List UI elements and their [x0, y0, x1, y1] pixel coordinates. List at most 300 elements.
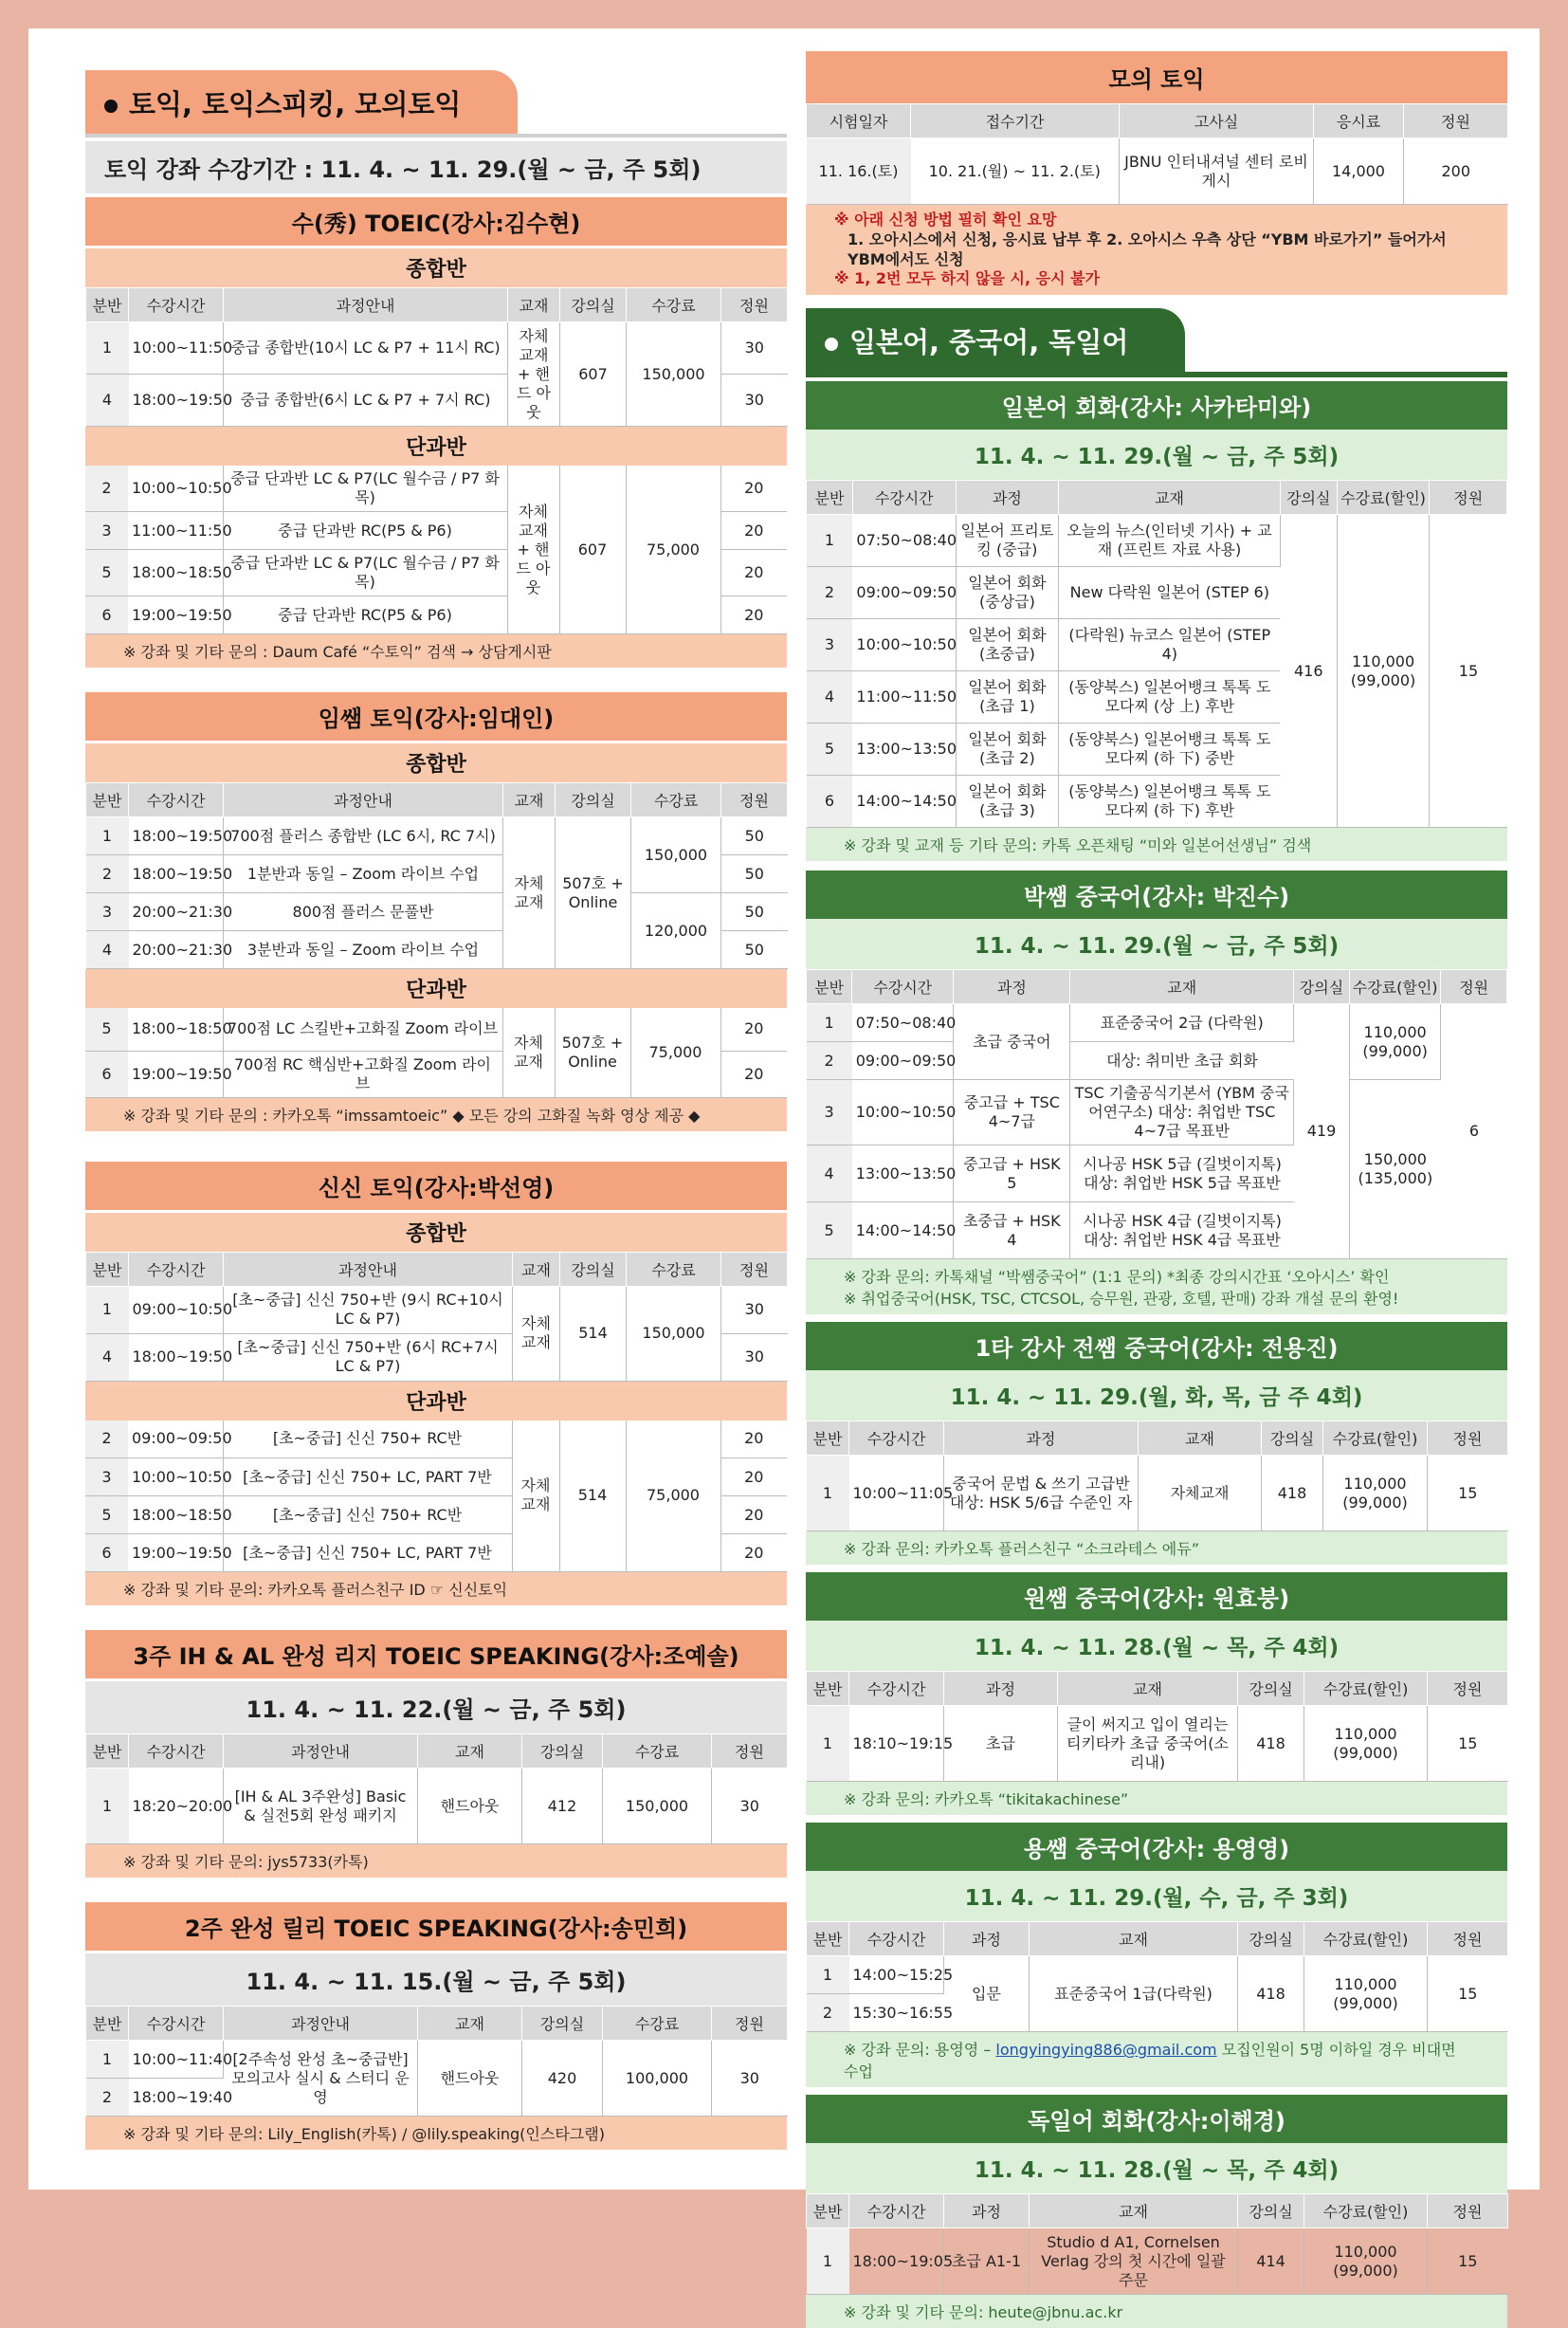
column-header: 수강료(할인) — [1349, 970, 1440, 1004]
course-note — [806, 2032, 1507, 2087]
table-header-row — [86, 1252, 788, 1286]
cell: 09:00~09:50 — [852, 567, 956, 619]
cell: 13:00~13:50 — [852, 724, 956, 776]
subheading: 종합반 — [85, 1213, 787, 1252]
cell: 2 — [807, 1042, 852, 1080]
cell: 1 — [807, 515, 853, 567]
cell: 1 — [86, 817, 129, 855]
column-header: 분반 — [807, 1672, 849, 1706]
cell: 30 — [712, 1769, 788, 1844]
cell: 1 — [86, 1769, 129, 1844]
column-header: 과정안내 — [224, 783, 503, 817]
column-header: 정원 — [1441, 970, 1507, 1004]
cell: 5 — [85, 1008, 128, 1051]
table-row — [86, 1286, 788, 1333]
schedule-table — [806, 1671, 1508, 1782]
cell: 1 — [807, 1706, 849, 1782]
table-row — [86, 817, 788, 855]
column-header: 수강시간 — [849, 1421, 944, 1456]
cell: 607 — [560, 322, 627, 427]
cell: 09:00~09:50 — [852, 1042, 954, 1080]
cell: 14:00~14:50 — [852, 1202, 954, 1259]
course-im-toeic — [85, 692, 787, 1131]
cell: JBNU 인터내셔널 센터 로비 게시 — [1120, 138, 1314, 205]
course-note: ※ 강좌 문의: 카카오톡 “tikitakachinese” — [806, 1782, 1507, 1815]
table-row — [86, 2041, 788, 2079]
cell: 초중급 + HSK 4 — [954, 1202, 1070, 1259]
column-header: 분반 — [807, 481, 853, 515]
cell: 110,000 (99,000) — [1304, 1706, 1428, 1782]
cell: 중급 종합반(10시 LC & P7 + 11시 RC) — [224, 322, 508, 375]
cell: 일본어 회화 (중상급) — [956, 567, 1059, 619]
cell: 핸드아웃 — [418, 2041, 522, 2117]
cell: 6 — [1441, 1004, 1507, 1259]
divider — [806, 372, 1507, 377]
cell: 5 — [807, 724, 853, 776]
column-header: 정원 — [712, 1734, 788, 1769]
table-header-row — [86, 288, 788, 322]
note-line: ※ 취업중국어(HSK, TSC, CTCSOL, 승무원, 관광, 호텔, 판매) 강좌 개설 문의 환영! — [844, 1290, 1399, 1309]
cell: 414 — [1238, 2228, 1304, 2295]
schedule-table — [85, 1252, 788, 1382]
schedule-table — [85, 287, 788, 427]
column-header: 과정안내 — [224, 288, 508, 322]
cell: 2 — [85, 1421, 128, 1458]
course-won-chinese — [806, 1572, 1507, 1815]
cell: 11. 16.(토) — [807, 138, 911, 205]
cell: 자체 교재 — [512, 1421, 559, 1572]
cell: 18:00~19:50 — [129, 817, 224, 855]
mock-note — [806, 205, 1507, 295]
cell: 18:00~18:50 — [128, 550, 223, 596]
course-title: 원쌤 중국어(강사: 원효붕) — [806, 1572, 1507, 1621]
toeic-period: 토익 강좌 수강기간 : 11. 4. ~ 11. 29.(월 ~ 금, 주 5회) — [85, 141, 787, 193]
cell: 11:00~11:50 — [852, 671, 956, 724]
schedule-table — [85, 466, 787, 634]
cell: [초~중급] 신신 750+ RC반 — [223, 1421, 512, 1458]
cell: 3분반과 동일 – Zoom 라이브 수업 — [224, 931, 503, 969]
cell: 초급 A1-1 — [944, 2228, 1030, 2295]
table-row — [86, 893, 788, 931]
course-period: 11. 4. ~ 11. 29.(월 ~ 금, 주 5회) — [806, 919, 1507, 969]
column-header: 수강시간 — [852, 481, 956, 515]
cell: 150,000 — [631, 817, 721, 893]
cell: 중국어 문법 & 쓰기 고급반 대상: HSK 5/6급 수준인 자 — [944, 1456, 1139, 1531]
cell — [1070, 1202, 1294, 1259]
course-period: 11. 4. ~ 11. 29.(월 ~ 금, 주 5회) — [806, 430, 1507, 480]
column-header: 정원 — [721, 783, 788, 817]
column-header: 분반 — [86, 783, 129, 817]
column-header: 수강료(할인) — [1304, 1922, 1428, 1956]
schedule-table — [85, 2006, 788, 2117]
cell: 14:00~15:25 — [849, 1956, 944, 1994]
book-line: 대상: 취업반 HSK 5급 목표반 — [1084, 1173, 1281, 1192]
cell: 14:00~14:50 — [852, 776, 956, 828]
course-note: ※ 강좌 및 기타 문의: 카카오톡 플러스친구 ID ☞ 신신토익 — [85, 1572, 787, 1605]
book-line: 시나공 HSK 4급 (길벗이지톡) — [1083, 1211, 1282, 1230]
cell: 중고급 + TSC 4~7급 — [954, 1080, 1070, 1146]
cell — [1070, 1146, 1294, 1202]
cell: 07:50~08:40 — [852, 1004, 954, 1042]
cell: 09:00~09:50 — [128, 1421, 223, 1458]
section-header-languages — [806, 308, 1185, 372]
column-header: 교재 — [513, 1252, 560, 1286]
subheading: 단과반 — [85, 1382, 787, 1421]
table-row — [807, 2228, 1508, 2295]
brochure-page — [28, 28, 1540, 2322]
cell: 일본어 프리토킹 (중급) — [956, 515, 1059, 567]
column-header: 고사실 — [1120, 104, 1314, 138]
cell: 4 — [807, 1146, 852, 1202]
right-column — [806, 51, 1507, 2328]
table-row — [86, 1769, 788, 1844]
cell: 15 — [1428, 2228, 1508, 2295]
column-header: 분반 — [86, 1734, 129, 1769]
column-header: 강의실 — [560, 1252, 627, 1286]
cell: 1 — [807, 1956, 849, 1994]
cell: [초~중급] 신신 750+ LC, PART 7반 — [223, 1458, 512, 1496]
schedule-table — [806, 2193, 1508, 2295]
column-header: 교재 — [1070, 970, 1294, 1004]
cell: 15 — [1430, 515, 1507, 828]
column-header: 수강료 — [603, 2007, 712, 2041]
cell: 150,000 — [627, 322, 721, 427]
cell: 514 — [560, 1286, 627, 1381]
schedule-table — [806, 480, 1507, 828]
course-note — [806, 1259, 1507, 1314]
cell: 800점 플러스 문풀반 — [224, 893, 503, 931]
table-row — [807, 1956, 1508, 1994]
cell: 07:50~08:40 — [852, 515, 956, 567]
cell: (다락원) 뉴코스 일본어 (STEP 4) — [1059, 619, 1281, 671]
course-title: 2주 완성 릴리 TOEIC SPEAKING(강사:송민희) — [85, 1902, 787, 1951]
cell: 18:00~19:40 — [129, 2079, 224, 2117]
column-header: 수강료 — [627, 1252, 721, 1286]
cell: 19:00~19:50 — [128, 1534, 223, 1572]
subheading: 단과반 — [85, 427, 787, 466]
cell: 15:30~16:55 — [849, 1994, 944, 2032]
column-header: 수강시간 — [849, 1922, 944, 1956]
column-header: 수강료(할인) — [1304, 1672, 1428, 1706]
cell: 1 — [86, 322, 129, 375]
column-header: 교재 — [418, 2007, 522, 2041]
table-row — [807, 1080, 1507, 1146]
cell: 100,000 — [603, 2041, 712, 2117]
column-header: 과정 — [944, 2194, 1030, 2228]
course-title: 일본어 회화(강사: 사카타미와) — [806, 381, 1507, 430]
cell: 20:00~21:30 — [129, 893, 224, 931]
course-note: ※ 강좌 문의: 카카오톡 플러스친구 “소크라테스 에듀” — [806, 1531, 1507, 1565]
cell: 대상: 취미반 초급 회화 — [1070, 1042, 1294, 1080]
cell: 3 — [85, 1458, 128, 1496]
cell: 15 — [1428, 1956, 1508, 2032]
table-row — [807, 1706, 1508, 1782]
course-japanese — [806, 381, 1507, 861]
cell: (동양북스) 일본어뱅크 톡톡 도모다찌 (상 上) 후반 — [1059, 671, 1281, 724]
table-row — [807, 1004, 1507, 1042]
cell: 핸드아웃 — [418, 1769, 522, 1844]
course-yong-chinese — [806, 1823, 1507, 2087]
column-header: 과정 — [944, 1421, 1139, 1456]
cell: 자체 교재 — [503, 817, 556, 969]
column-header: 과정 — [956, 481, 1059, 515]
cell: 1 — [807, 2228, 849, 2295]
cell: 18:00~19:50 — [129, 1333, 224, 1381]
column-header: 수강료 — [631, 783, 721, 817]
column-header: 교재 — [1139, 1421, 1262, 1456]
cell: 1분반과 동일 – Zoom 라이브 수업 — [224, 855, 503, 893]
cell: 507호 + Online — [556, 817, 631, 969]
column-header: 수강료 — [603, 1734, 712, 1769]
cell: 110,000 (99,000) — [1304, 2228, 1428, 2295]
cell: 20 — [720, 466, 787, 512]
cell: 418 — [1238, 1706, 1304, 1782]
cell: 75,000 — [626, 466, 720, 634]
course-title: 박쌤 중국어(강사: 박진수) — [806, 871, 1507, 919]
note-line: ※ 아래 신청 방법 필히 확인 요망 — [834, 211, 1057, 229]
cell: 4 — [86, 375, 129, 427]
course-period: 11. 4. ~ 11. 28.(월 ~ 목, 주 4회) — [806, 1621, 1507, 1671]
cell: 110,000 (99,000) — [1337, 515, 1430, 828]
table-header-row — [86, 1734, 788, 1769]
course-note: ※ 강좌 및 교재 등 기타 문의: 카톡 오픈채팅 “미와 일본어선생님” 검색 — [806, 828, 1507, 861]
cell: 20 — [720, 1458, 787, 1496]
cell: 자체 교재 — [513, 1286, 560, 1381]
cell: 초급 — [944, 1706, 1058, 1782]
cell: 표준중국어 1급(다락원) — [1030, 1956, 1238, 2032]
schedule-table — [85, 1733, 788, 1844]
schedule-table — [806, 1421, 1508, 1531]
column-header: 수강료(할인) — [1337, 481, 1430, 515]
cell: (동양북스) 일본어뱅크 톡톡 도모다찌 (하 下) 중반 — [1059, 724, 1281, 776]
column-header: 강의실 — [560, 288, 627, 322]
course-title: 모의 토익 — [806, 51, 1507, 103]
cell: [IH & AL 3주완성] Basic & 실전5회 완성 패키지 — [224, 1769, 418, 1844]
cell: 4 — [807, 671, 853, 724]
course-period: 11. 4. ~ 11. 22.(월 ~ 금, 주 5회) — [85, 1681, 787, 1733]
cell: 700점 플러스 종합반 (LC 6시, RC 7시) — [224, 817, 503, 855]
column-header: 강의실 — [522, 2007, 603, 2041]
column-header: 분반 — [86, 1252, 129, 1286]
cell: 자체교재 — [1139, 1456, 1262, 1531]
cell: 607 — [559, 466, 626, 634]
email-link[interactable]: longyingying886@gmail.com — [995, 2041, 1217, 2060]
column-header: 수강시간 — [129, 288, 224, 322]
column-header: 정원 — [1404, 104, 1508, 138]
course-su-toeic — [85, 197, 787, 668]
cell: 412 — [522, 1769, 603, 1844]
column-header: 강의실 — [556, 783, 631, 817]
course-period: 11. 4. ~ 11. 15.(월 ~ 금, 주 5회) — [85, 1953, 787, 2006]
book-line: 시나공 HSK 5급 (길벗이지톡) — [1083, 1154, 1282, 1173]
cell: [초~중급] 신신 750+반 (6시 RC+7시 LC & P7) — [224, 1333, 513, 1381]
column-header: 분반 — [807, 2194, 849, 2228]
cell: 20 — [720, 550, 787, 596]
cell: (동양북스) 일본어뱅크 톡톡 도모다찌 (하 下) 후반 — [1059, 776, 1281, 828]
course-note: ※ 강좌 및 기타 문의: jys5733(카톡) — [85, 1844, 787, 1878]
schedule-table — [806, 1921, 1508, 2032]
table-row — [85, 1008, 787, 1051]
column-header: 분반 — [86, 2007, 129, 2041]
cell: 30 — [721, 322, 788, 375]
course-mock-toeic — [806, 51, 1507, 295]
table-header-row — [807, 481, 1507, 515]
cell: 5 — [807, 1202, 852, 1259]
cell: New 다락원 일본어 (STEP 6) — [1059, 567, 1281, 619]
cell: 20 — [720, 1421, 787, 1458]
cell: 표준중국어 2급 (다락원) — [1070, 1004, 1294, 1042]
cell: 입문 — [944, 1956, 1030, 2032]
column-header: 강의실 — [1238, 1922, 1304, 1956]
schedule-table — [85, 1008, 787, 1098]
cell: Studio d A1, Cornelsen Verlag 강의 첫 시간에 일괄 주문 — [1030, 2228, 1238, 2295]
cell: 30 — [712, 2041, 788, 2117]
book-line: 대상: 취업반 HSK 4급 목표반 — [1084, 1230, 1281, 1249]
cell: 110,000 (99,000) — [1349, 1004, 1440, 1080]
cell: 18:10~19:15 — [849, 1706, 944, 1782]
course-title: 1타 강사 전쌤 중국어(강사: 전용진) — [806, 1322, 1507, 1370]
cell: 2 — [86, 855, 129, 893]
course-title: 신신 토익(강사:박선영) — [85, 1162, 787, 1210]
cell: 오늘의 뉴스(인터넷 기사) + 교재 (프린트 자료 사용) — [1059, 515, 1281, 567]
cell: 1 — [807, 1456, 849, 1531]
cell: 자체 교재 — [502, 1008, 555, 1097]
cell: 10:00~10:50 — [852, 1080, 954, 1146]
cell: 19:00~19:50 — [128, 596, 223, 634]
cell: 6 — [807, 776, 853, 828]
cell: 자체 교재 + 핸드 아웃 — [507, 466, 559, 634]
cell: 09:00~10:50 — [129, 1286, 224, 1333]
cell: 글이 써지고 입이 열리는 티키타카 초급 중국어(소리내) — [1058, 1706, 1238, 1782]
cell: 13:00~13:50 — [852, 1146, 954, 1202]
cell: 4 — [86, 1333, 129, 1381]
cell: 18:00~19:05 — [849, 2228, 944, 2295]
column-header: 강의실 — [1238, 1672, 1304, 1706]
cell: 20 — [720, 1051, 787, 1097]
cell: 30 — [721, 1286, 788, 1333]
cell: 20:00~21:30 — [129, 931, 224, 969]
cell: [초~중급] 신신 750+반 (9시 RC+10시 LC & P7) — [224, 1286, 513, 1333]
cell: 75,000 — [626, 1421, 720, 1572]
column-header: 정원 — [1428, 1672, 1508, 1706]
cell: 700점 LC 스킬반+고화질 Zoom 라이브 — [223, 1008, 502, 1051]
section-title: 토익, 토익스피킹, 모의토익 — [129, 88, 462, 120]
column-header: 교재 — [1058, 1672, 1238, 1706]
cell: 3 — [807, 1080, 852, 1146]
course-period: 11. 4. ~ 11. 29.(월, 수, 금, 주 3회) — [806, 1871, 1507, 1921]
column-header: 교재 — [1030, 2194, 1238, 2228]
cell: 중급 단과반 LC & P7(LC 월수금 / P7 화목) — [223, 550, 507, 596]
cell: 10:00~10:50 — [128, 466, 223, 512]
table-header-row — [807, 1421, 1508, 1456]
cell: 5 — [85, 550, 128, 596]
cell: 1 — [86, 1286, 129, 1333]
column-header: 교재 — [508, 288, 560, 322]
course-title: 수(秀) TOEIC(강사:김수현) — [85, 197, 787, 246]
course-speaking-2w — [85, 1902, 787, 2150]
column-header: 수강시간 — [129, 2007, 224, 2041]
table-row — [85, 466, 787, 512]
cell: 20 — [720, 1496, 787, 1534]
column-header: 정원 — [721, 288, 788, 322]
bullet-icon — [104, 100, 118, 113]
cell: [초~중급] 신신 750+ RC반 — [223, 1496, 512, 1534]
course-note: ※ 강좌 및 기타 문의: Lily_English(카톡) / @lily.speaking(인스타그램) — [85, 2117, 787, 2150]
column-header: 수강시간 — [852, 970, 954, 1004]
table-row — [807, 1456, 1508, 1531]
cell: 2 — [807, 1994, 849, 2032]
column-header: 정원 — [712, 2007, 788, 2041]
cell: 10:00~10:50 — [852, 619, 956, 671]
cell: 419 — [1294, 1004, 1350, 1259]
column-header: 강의실 — [1238, 2194, 1304, 2228]
column-header: 강의실 — [1280, 481, 1337, 515]
schedule-table — [806, 969, 1507, 1259]
note-text: 모집인원이 5명 이하일 경우 비대면 수업 — [844, 2041, 1456, 2081]
cell: 1 — [807, 1004, 852, 1042]
divider — [85, 134, 787, 137]
column-header: 과정 — [954, 970, 1070, 1004]
course-speaking-3w — [85, 1630, 787, 1878]
table-header-row — [807, 1672, 1508, 1706]
cell: 18:20~20:00 — [129, 1769, 224, 1844]
table-row — [86, 322, 788, 375]
cell: 30 — [721, 375, 788, 427]
cell: 5 — [85, 1496, 128, 1534]
column-header: 수강시간 — [129, 783, 224, 817]
cell: 507호 + Online — [555, 1008, 630, 1097]
cell: 10:00~11:05 — [849, 1456, 944, 1531]
course-period: 11. 4. ~ 11. 29.(월, 화, 목, 금 주 4회) — [806, 1370, 1507, 1421]
table-header-row — [807, 104, 1508, 138]
cell: 418 — [1238, 1956, 1304, 2032]
cell: 10:00~11:50 — [129, 322, 224, 375]
column-header: 수강시간 — [849, 1672, 944, 1706]
section-header-toeic — [85, 70, 518, 134]
cell: 중급 단과반 RC(P5 & P6) — [223, 596, 507, 634]
cell: 110,000 (99,000) — [1304, 1956, 1428, 2032]
cell: [초~중급] 신신 750+ LC, PART 7반 — [223, 1534, 512, 1572]
table-header-row — [807, 970, 1507, 1004]
column-header: 분반 — [807, 1421, 849, 1456]
schedule-table — [85, 782, 788, 969]
cell: 150,000 (135,000) — [1349, 1080, 1440, 1259]
bullet-icon — [825, 338, 838, 351]
cell: 10. 21.(월) ~ 11. 2.(토) — [911, 138, 1120, 205]
cell: 700점 RC 핵심반+고화질 Zoom 라이브 — [223, 1051, 502, 1097]
column-header: 교재 — [1030, 1922, 1238, 1956]
cell: 20 — [720, 1534, 787, 1572]
column-header: 과정 — [944, 1672, 1058, 1706]
table-header-row — [807, 1922, 1508, 1956]
column-header: 교재 — [418, 1734, 522, 1769]
cell: 514 — [559, 1421, 626, 1572]
course-park-chinese — [806, 871, 1507, 1314]
column-header: 정원 — [1428, 1922, 1508, 1956]
cell: 11:00~11:50 — [128, 512, 223, 550]
left-column — [85, 51, 787, 2174]
cell: 20 — [720, 512, 787, 550]
cell: 420 — [522, 2041, 603, 2117]
column-header: 분반 — [86, 288, 129, 322]
cell: 20 — [720, 596, 787, 634]
cell: 2 — [86, 2079, 129, 2117]
course-title: 임쌤 토익(강사:임대인) — [85, 692, 787, 741]
course-note: ※ 강좌 및 기타 문의: heute@jbnu.ac.kr — [806, 2295, 1507, 2328]
course-german — [806, 2095, 1507, 2328]
schedule-table — [806, 103, 1508, 205]
column-header: 접수기간 — [911, 104, 1120, 138]
